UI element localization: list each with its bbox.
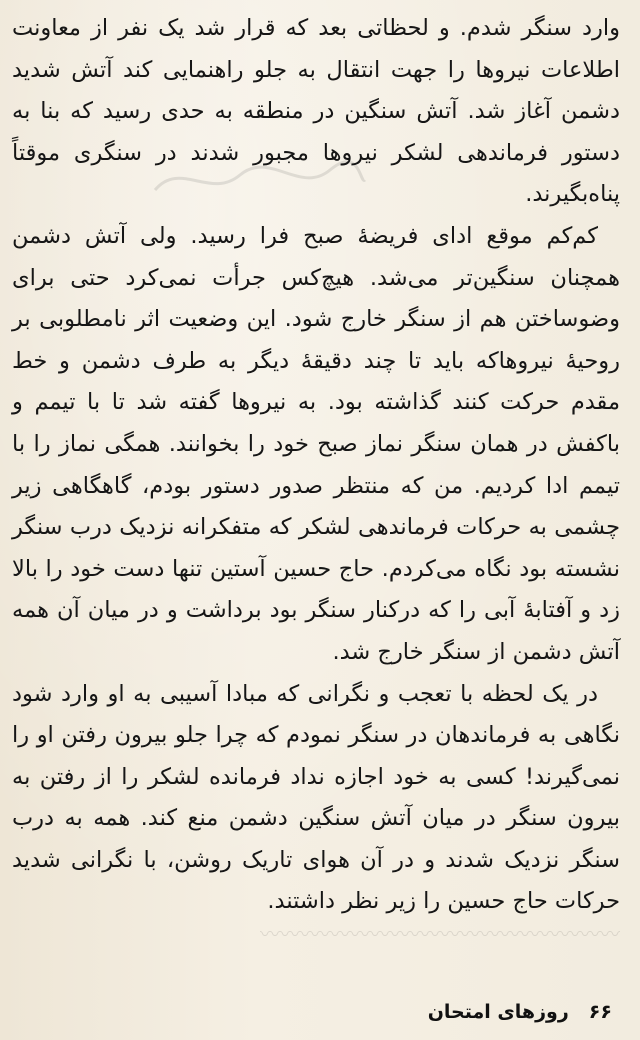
page-number: ۶۶ (588, 1001, 612, 1023)
body-text (12, 8, 620, 923)
book-title: روزهای امتحان (427, 1001, 569, 1023)
paragraph-1: وارد سنگر شدم. و لحظاتی بعد که قرار شد یک نفر از معاونت اطلاعات نیروها را جهت انتقال به جلو راهنمایی کند آتش شدید دشمن آغاز شد. آتش سنگین در منطقه به حدی رسید که بنا به دستور فرماندهی لشکر نیروها مجبور شدند در سنگری موقتاً پناه‌بگیرند. (12, 15, 620, 208)
paragraph-2: کم‌کم موقع ادای فریضهٔ صبح فرا رسید. ولی آتش دشمن همچنان سنگین‌تر می‌شد. هیچ‌کس جرأت نمی‌کرد حتی برای وضوساختن هم از سنگر خارج شود. این وضعیت اثر نامطلوبی بر روحیهٔ نیروهاکه باید تا چند دقیقهٔ دیگر به طرف دشمن و خط مقدم حرکت کنند گذاشته بود. به نیروها گفته شد تا با تیمم و باکفش در همان سنگر نماز صبح خود را بخوانند. همگی نماز را با تیمم ادا کردیم. من که منتظر صدور دستور بودم، گاهگاهی زیر چشمی به حرکات فرماندهی لشکر که متفکرانه نزدیک درب سنگر نشسته بود نگاه می‌کردم. حاج حسین آستین تنها دست خود را بالا زد و آفتابهٔ آبی را که درکنار سنگر بود برداشت و در میان آن همه آتش دشمن از سنگر خارج شد. (12, 222, 620, 665)
page-footer (428, 1001, 612, 1023)
show-through-text: 〰〰〰〰〰〰〰〰〰〰〰〰〰〰〰〰〰〰 (260, 922, 620, 946)
paragraph-3: در یک لحظه با تعجب و نگرانی که مبادا آسیبی به او وارد شود نگاهی به فرماندهان در سنگر نمودم که چرا جلو بیرون رفتن او را نمی‌گیرند! کسی به خود اجازه نداد فرمانده لشکر را از رفتن به بیرون سنگر در میان آتش سنگین دشمن منع کند. همه به درب سنگر نزدیک شدند و در آن هوای تاریک روشن، با نگرانی شدید حرکات حاج حسین را زیر نظر داشتند. (12, 680, 620, 915)
